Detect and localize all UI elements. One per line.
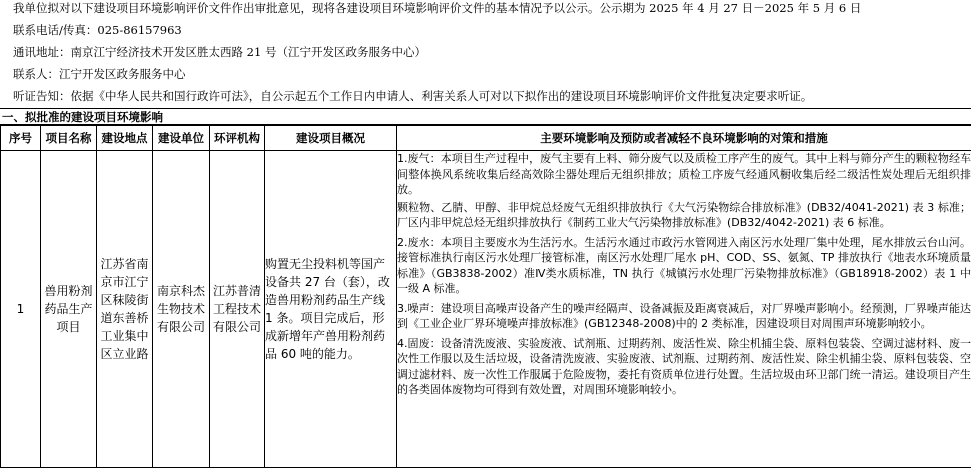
row-overview: 购置无尘投料机等国产设备共 27 台（套），改造兽用粉剂药品生产线 1 条。项目完成后，形成新增年产兽用粉剂药品 60 吨的能力。	[265, 151, 397, 468]
header-measures: 主要环境影响及预防或者减轻不良环境影响的对策和措施	[397, 126, 971, 151]
row-no: 1	[1, 151, 41, 468]
section-title: 一、拟批准的建设项目环境影响	[0, 108, 971, 125]
row-measures	[397, 151, 971, 468]
project-table	[0, 125, 971, 468]
row-unit: 南京科杰生物技术有限公司	[153, 151, 210, 468]
header-overview: 建设项目概况	[265, 126, 397, 151]
measure-solid-waste: 4.固废：设备清洗废液、实验废液、试剂瓶、过期药剂、废活性炭、除尘机捕尘袋、原料包装袋、空调过滤材料、废一次性工作服以及生活垃圾，设备清洗废液、实验废液、试剂瓶、过期药剂、废活性炭、除尘机捕尘袋、原料包装袋、空调过滤材料、废一次性工作服属于危险废物，委托有资质单位进行处置。生活垃圾由环卫部门统一清运。建设项目产生的各类固体废物均可得到有效处置，对周围环境影响较小。	[397, 336, 971, 396]
intro-announcement: 我单位拟对以下建设项目环境影响评价文件作出审批意见，现将各建设项目环境影响评价文件的基本情况予以公示。公示期为 2025 年 4 月 27 日－2025 年 5 月 6 日	[13, 1, 862, 15]
intro-address: 通讯地址：南京江宁经济技术开发区胜太西路 21 号（江宁开发区政务服务中心）	[13, 45, 426, 59]
header-no: 序号	[1, 126, 41, 151]
measure-noise: 3.噪声：建设项目高噪声设备产生的噪声经隔声、设备减振及距离衰减后，对厂界噪声影响小。经预测，厂界噪声能达到《工业企业厂界环境噪声排放标准》(GB12348-2008)中的 2 类标准，因建设项目对周围声环境影响较小。	[397, 301, 971, 330]
intro-hearing: 听证告知：依据《中华人民共和国行政许可法》，自公示起五个工作日内申请人、利害关系人可对以下拟作出的建设项目环境影响评价文件批复决定要求听证。	[13, 89, 813, 103]
row-agency: 江苏普清工程技术有限公司	[210, 151, 265, 468]
measure-water: 2.废水：本项目主要废水为生活污水。生活污水通过市政污水管网进入南区污水处理厂集中处理，尾水排放云台山河。接管标准执行南区污水处理厂接管标准，南区污水处理厂尾水 pH、COD、SS、氨氮、TP 排放执行《地表水环境质量标准》（GB3838-2002）准Ⅳ类水质标准，TN 执行《城镇污水处理厂污染物排放标准》（GB18918-2002）表 1 中一级 A 标准。	[397, 235, 971, 295]
row-project-name: 兽用粉剂药品生产项目	[41, 151, 97, 468]
header-location: 建设地点	[97, 126, 153, 151]
header-unit: 建设单位	[153, 126, 210, 151]
row-location: 江苏省南京市江宁区秣陵街道东善桥工业集中区立业路	[97, 151, 153, 468]
intro-phone: 联系电话/传真：025-86157963	[13, 23, 182, 37]
table-header-row	[1, 126, 971, 151]
table-row	[1, 151, 971, 468]
header-agency: 环评机构	[210, 126, 265, 151]
intro-contact: 联系人：江宁开发区政务服务中心	[13, 67, 186, 81]
header-name: 项目名称	[41, 126, 97, 151]
measure-air-standards: 颗粒物、乙腈、甲醇、非甲烷总烃废气无组织排放执行《大气污染物综合排放标准》(DB32/4041-2021) 表 3 标准；厂区内非甲烷总烃无组织排放执行《制药工业大气污染物排放标准》(DB32/4042-2021) 表 6 标准。	[397, 200, 971, 229]
measure-air: 1.废气：本项目生产过程中，废气主要有上料、筛分废气以及质检工序产生的废气。其中上料与筛分产生的颗粒物经车间整体换风系统收集后经高效除尘器处理后无组织排放；质检工序废气经通风橱收集后经二级活性炭处理后无组织排放。	[397, 152, 971, 196]
